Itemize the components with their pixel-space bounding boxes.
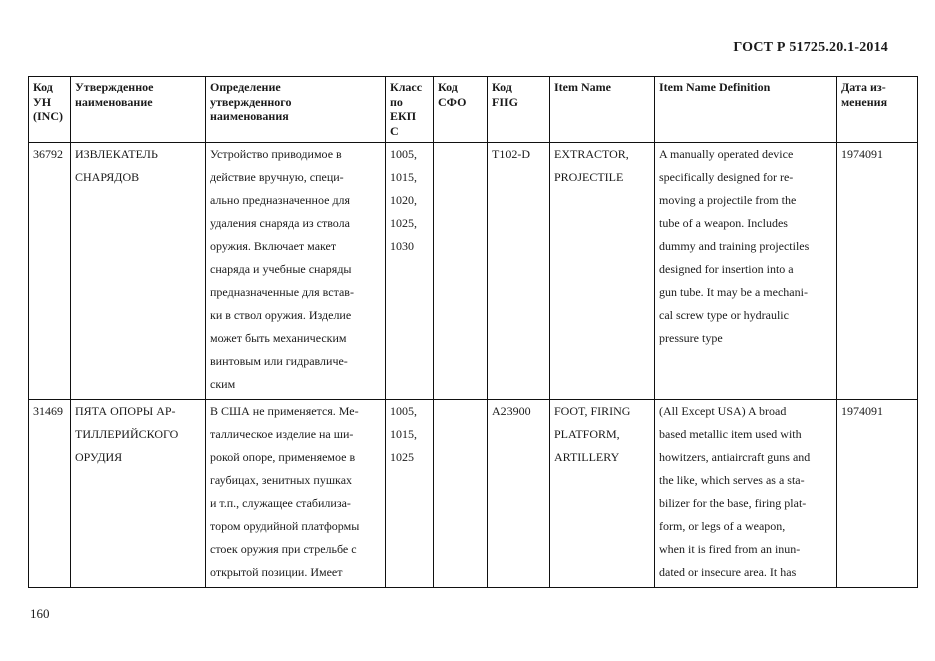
column-header-approved-name: Утвержденное наименование (71, 77, 206, 143)
cell-date: 1974091 (837, 143, 918, 400)
document-code: ГОСТ Р 51725.20.1-2014 (733, 40, 888, 55)
cell-class: 1005, 1015, 1025 (386, 400, 434, 588)
cell-definition: В США не применяется. Ме- таллическое изделие на ши- рокой опоре, применяемое в гаубицах, зенитных пушках и т.п., служащее стабилиза- тором орудийной платформы стоек оружия при стрельбе с открытой позиции. Имеет (206, 400, 386, 588)
table-row (29, 143, 918, 400)
cell-approved-name: ПЯТА ОПОРЫ АР- ТИЛЛЕРИЙСКОГО ОРУДИЯ (71, 400, 206, 588)
page-number: 160 (30, 606, 50, 621)
cell-approved-name: ИЗВЛЕКАТЕЛЬ СНАРЯДОВ (71, 143, 206, 400)
cell-definition: Устройство приводимое в действие вручную, специ- ально предназначенное для удаления снаряда из ствола оружия. Включает макет снаряда и учебные снаряды предназначенные для встав- ки в ствол оружия. Изделие может быть механическим винтовым или гидравличе- ским (206, 143, 386, 400)
cell-sfo (434, 143, 488, 400)
cell-inc: 31469 (29, 400, 71, 588)
cell-item-name: EXTRACTOR, PROJECTILE (550, 143, 655, 400)
column-header-sfo: Код СФО (434, 77, 488, 143)
catalog-table (28, 76, 918, 588)
cell-item-definition: (All Except USA) A broad based metallic item used with howitzers, antiaircraft guns and the like, which serves as a sta- bilizer for the base, firing plat- form, or legs of a weapon, when it is fired from an inun- dated or insecure area. It has (655, 400, 837, 588)
column-header-item-definition: Item Name Definition (655, 77, 837, 143)
column-header-class: Класс по ЕКП С (386, 77, 434, 143)
cell-fiig: T102-D (488, 143, 550, 400)
cell-inc: 36792 (29, 143, 71, 400)
column-header-fiig: Код FIIG (488, 77, 550, 143)
column-header-date: Дата из- менения (837, 77, 918, 143)
cell-sfo (434, 400, 488, 588)
column-header-item-name: Item Name (550, 77, 655, 143)
table-row (29, 400, 918, 588)
table-header-row (29, 77, 918, 143)
column-header-definition: Определение утвержденного наименования (206, 77, 386, 143)
cell-item-name: FOOT, FIRING PLATFORM, ARTILLERY (550, 400, 655, 588)
column-header-inc: Код УН (INC) (29, 77, 71, 143)
cell-fiig: A23900 (488, 400, 550, 588)
cell-date: 1974091 (837, 400, 918, 588)
cell-item-definition: A manually operated device specifically designed for re- moving a projectile from the tube of a weapon. Includes dummy and training projectiles designed for insertion into a gun tube. It may be a mechani- cal screw type or hydraulic pressure type (655, 143, 837, 400)
cell-class: 1005, 1015, 1020, 1025, 1030 (386, 143, 434, 400)
